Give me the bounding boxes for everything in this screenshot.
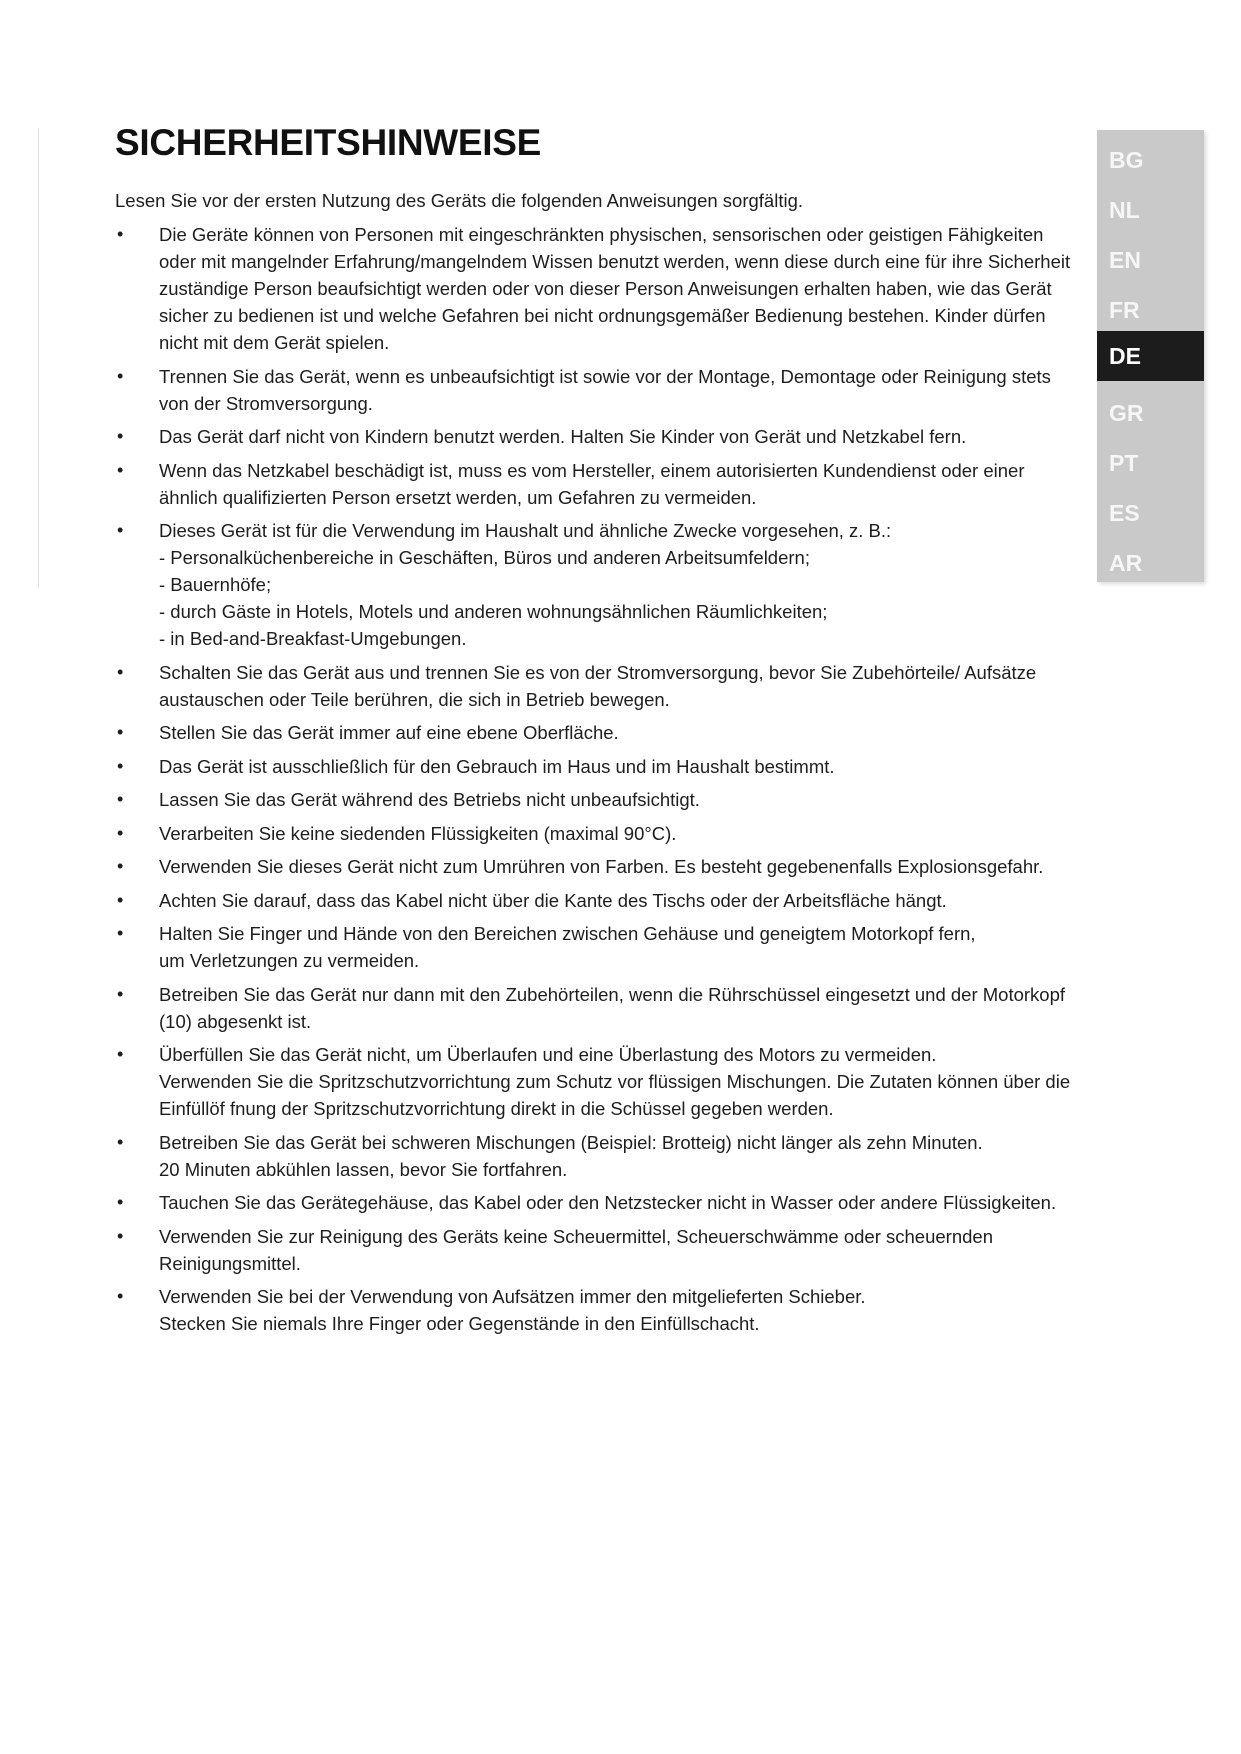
list-item <box>115 820 1075 847</box>
list-item-text: Betreiben Sie das Gerät nur dann mit den Zubehörteilen, wenn die Rührschüssel eingesetzt und der Motorkopf (10) abgesenkt ist. <box>159 983 1066 1032</box>
bullet-icon: • <box>117 365 124 386</box>
language-tab-ar[interactable]: AR <box>1109 550 1143 576</box>
bullet-icon: • <box>117 1192 124 1212</box>
list-item <box>115 517 1075 652</box>
bullet-icon: • <box>117 856 124 876</box>
margin-rule <box>38 128 39 588</box>
list-item-text: Überfüllen Sie das Gerät nicht, um Überlaufen und eine Überlastung des Motors zu vermeiden. Verwenden Sie die Spritzschutzvorrichtung zum Schutz vor flüssigen Mischungen. Die Zutaten können über die Einfüllöf fnung der Spritzschutzvorrichtung direkt in die Schüssel gegeben werden. <box>159 1044 1071 1119</box>
language-tab-es[interactable]: ES <box>1109 500 1140 526</box>
language-tab-bg[interactable]: BG <box>1109 147 1144 173</box>
bullet-icon: • <box>117 822 124 843</box>
list-item <box>115 920 1075 974</box>
list-item-text: Schalten Sie das Gerät aus und trennen Sie es von der Stromversorgung, bevor Sie Zubehörteile/ Aufsätze austauschen oder Teile berühren, die sich in Betrieb bewegen. <box>159 661 1037 710</box>
bullet-icon: • <box>117 755 124 776</box>
list-item-text: Verwenden Sie zur Reinigung des Geräts keine Scheuermittel, Scheuerschwämme oder scheuernden Reinigungsmittel. <box>159 1225 993 1274</box>
list-item <box>115 1223 1075 1277</box>
list-item-text: Lassen Sie das Gerät während des Betriebs nicht unbeaufsichtigt. <box>159 789 700 810</box>
list-item <box>115 753 1075 780</box>
list-item <box>115 423 1075 450</box>
bullet-icon: • <box>117 889 124 910</box>
list-item <box>115 786 1075 813</box>
bullet-icon: • <box>117 661 124 682</box>
language-tab-de[interactable]: DE <box>1097 331 1204 381</box>
bullet-icon: • <box>117 983 124 1004</box>
list-item-text: Verarbeiten Sie keine siedenden Flüssigkeiten (maximal 90°C). <box>159 822 677 844</box>
list-item <box>115 1129 1075 1183</box>
list-item-text: Trennen Sie das Gerät, wenn es unbeaufsichtigt ist sowie vor der Montage, Demontage oder Reinigung stets von der Stromversorgung. <box>159 365 1051 414</box>
list-item <box>115 363 1075 417</box>
language-tab-gr[interactable]: GR <box>1109 400 1144 426</box>
list-item <box>115 1283 1075 1337</box>
intro-text: Lesen Sie vor der ersten Nutzung des Geräts die folgenden Anweisungen sorgfältig. <box>115 190 804 211</box>
safety-instructions-list <box>115 221 1075 1344</box>
bullet-icon: • <box>117 1131 124 1152</box>
list-item <box>115 457 1075 511</box>
language-tab-nl[interactable]: NL <box>1109 197 1140 223</box>
page-title: SICHERHEITSHINWEISE <box>115 122 542 163</box>
list-item-text: Das Gerät ist ausschließlich für den Gebrauch im Haus und im Haushalt bestimmt. <box>159 755 835 777</box>
bullet-icon: • <box>117 459 124 480</box>
list-item <box>115 659 1075 713</box>
bullet-icon: • <box>117 1286 124 1306</box>
language-tab-pt[interactable]: PT <box>1109 450 1139 476</box>
bullet-icon: • <box>117 722 124 742</box>
list-item <box>115 719 1075 746</box>
language-tab-strip <box>1097 130 1204 582</box>
bullet-icon: • <box>117 520 124 540</box>
bullet-icon: • <box>117 224 124 244</box>
bullet-icon: • <box>117 1044 124 1064</box>
list-item-text: Verwenden Sie bei der Verwendung von Aufsätzen immer den mitgelieferten Schieber. Stecken Sie niemals Ihre Finger oder Gegenstände in den Einfüllschacht. <box>159 1286 866 1334</box>
list-item <box>115 1041 1075 1122</box>
list-item <box>115 853 1075 880</box>
bullet-icon: • <box>117 923 124 943</box>
list-item <box>115 1189 1075 1216</box>
bullet-icon: • <box>117 789 124 809</box>
list-item-text: Tauchen Sie das Gerätegehäuse, das Kabel oder den Netzstecker nicht in Wasser oder andere Flüssigkeiten. <box>159 1192 1057 1213</box>
bullet-icon: • <box>117 426 124 446</box>
list-item-text: Das Gerät darf nicht von Kindern benutzt werden. Halten Sie Kinder von Gerät und Netzkabel fern. <box>159 426 967 447</box>
list-item-text: Achten Sie darauf, dass das Kabel nicht über die Kante des Tischs oder der Arbeitsfläche hängt. <box>159 889 947 911</box>
language-tab-fr[interactable]: FR <box>1109 297 1140 323</box>
list-item-text: Die Geräte können von Personen mit eingeschränkten physischen, sensorischen oder geistigen Fähigkeiten oder mit mangelnder Erfahrung/mangelndem Wissen benutzt werden, wenn diese durch eine für ihre Sicherheit zuständige Person beaufsichtigt werden oder von dieser Person Anweisungen erhalten haben, wie das Gerät sicher zu bedienen ist und welche Gefahren bei nicht ordnungsgemäßer Bedienung bestehen. Kinder dürfen nicht mit dem Gerät spielen. <box>159 224 1071 353</box>
list-item-text: Verwenden Sie dieses Gerät nicht zum Umrühren von Farben. Es besteht gegebenenfalls Explosionsgefahr. <box>159 856 1044 877</box>
list-item <box>115 887 1075 914</box>
list-item <box>115 981 1075 1035</box>
list-item-text: Betreiben Sie das Gerät bei schweren Mischungen (Beispiel: Brotteig) nicht länger als zehn Minuten. 20 Minuten abkühlen lassen, bevor Sie fortfahren. <box>159 1131 983 1180</box>
list-item-text: Stellen Sie das Gerät immer auf eine ebene Oberfläche. <box>159 722 619 743</box>
list-item-text: Dieses Gerät ist für die Verwendung im Haushalt und ähnliche Zwecke vorgesehen, z. B.: - Personalküchenbereiche in Geschäften, Büros und anderen Arbeitsumfeldern; - Bauernhöfe; - durch Gäste in Hotels, Motels und anderen wohnungsähnlichen Räumlichkeiten; - in Bed-and-Breakfast-Umgebungen. <box>159 520 892 649</box>
list-item-text: Wenn das Netzkabel beschädigt ist, muss es vom Hersteller, einem autorisierten Kundendienst oder einer ähnlich qualifizierten Person ersetzt werden, um Gefahren zu vermeiden. <box>159 459 1025 508</box>
list-item <box>115 221 1075 356</box>
language-tab-en[interactable]: EN <box>1109 247 1141 273</box>
bullet-icon: • <box>117 1225 124 1246</box>
list-item-text: Halten Sie Finger und Hände von den Bereichen zwischen Gehäuse und geneigtem Motorkopf fern, um Verletzungen zu vermeiden. <box>159 923 976 971</box>
